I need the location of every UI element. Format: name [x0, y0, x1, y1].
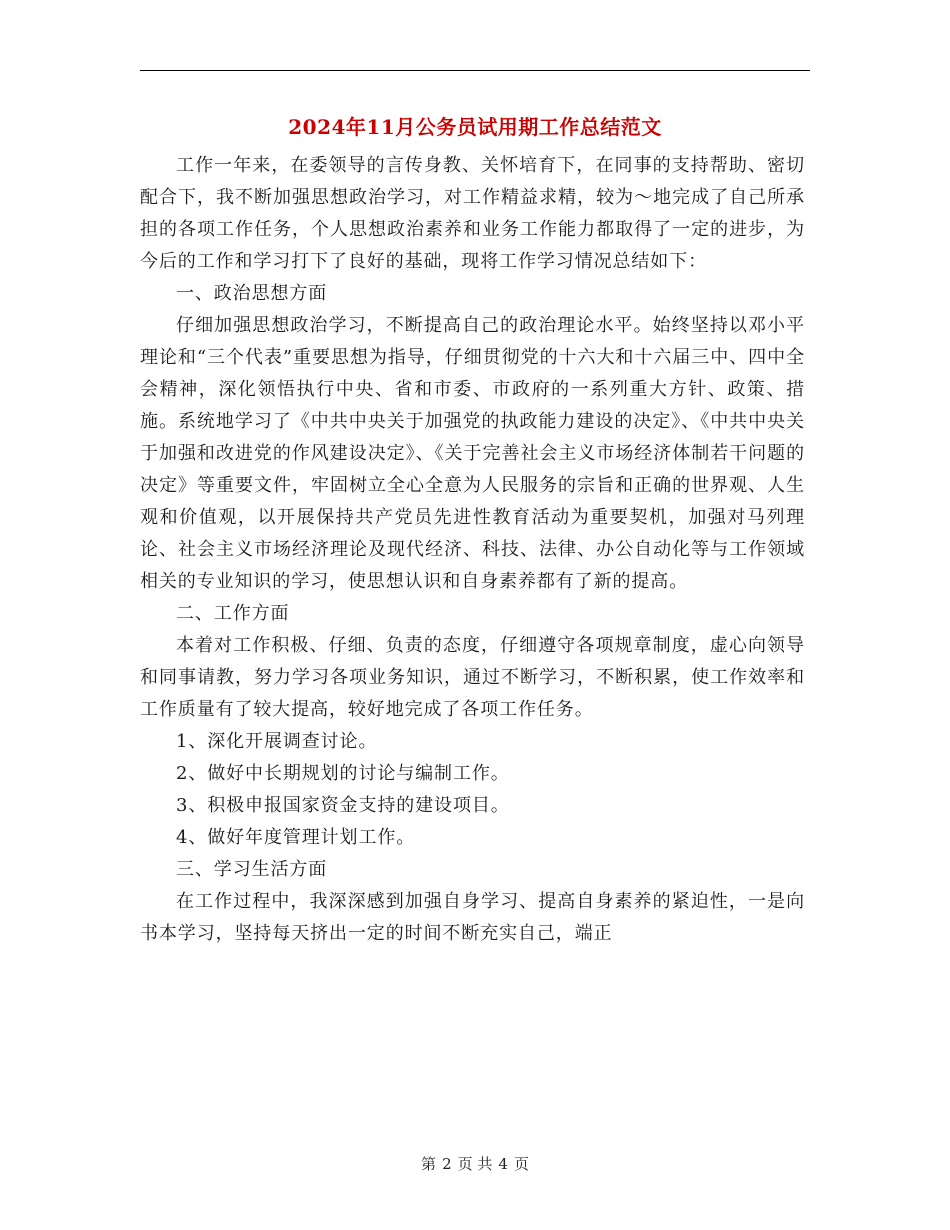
paragraph-political: 仔细加强思想政治学习，不断提高自己的政治理论水平。始终坚持以邓小平理论和“三个代表”重要思想为指导，仔细贯彻党的十六大和十六届三中、四中全会精神，深化领悟执行中央、省和市委、市政府的一系列重大方针、政策、措施。系统地学习了《中共中央关于加强党的执政能力建设的决定》、《中共中央关于加强和改进党的作风建设决定》、《关于完善社会主义市场经济体制若干问题的决定》等重要文件，牢固树立全心全意为人民服务的宗旨和正确的世界观、人生观和价值观，以开展保持共产党员先进性教育活动为重要契机，加强对马列理论、社会主义市场经济理论及现代经济、科技、法律、办公自动化等与工作领域相关的专业知识的学习，使思想认识和自身素养都有了新的提高。: [140, 315, 805, 592]
document-title: 2024年11月公务员试用期工作总结范文: [288, 115, 662, 139]
current-page-number: 2: [442, 1155, 452, 1173]
list-item: 4、做好年度管理计划工作。: [176, 827, 416, 848]
list-item: 1、深化开展调查讨论。: [176, 731, 378, 752]
section-heading-work: 二、工作方面: [176, 603, 290, 624]
section-heading-political: 一、政治思想方面: [176, 283, 328, 304]
total-page-count: 4: [498, 1155, 508, 1173]
paragraph-study: 在工作过程中，我深深感到加强自身学习、提高自身素养的紧迫性，一是向书本学习，坚持每天挤出一定的时间不断充实自己，端正: [140, 891, 805, 944]
header-rule: [140, 70, 810, 71]
list-item: 3、积极申报国家资金支持的建设项目。: [176, 795, 510, 816]
document-body: [140, 150, 805, 950]
paragraph-intro: 工作一年来，在委领导的言传身教、关怀培育下，在同事的支持帮助、密切配合下，我不断加强思想政治学习，对工作精益求精，较为～地完成了自己所承担的各项工作任务，个人思想政治素养和业务工作能力都取得了一定的进步，为今后的工作和学习打下了良好的基础，现将工作学习情况总结如下：: [140, 155, 805, 272]
list-item: 2、做好中长期规划的讨论与编制工作。: [176, 763, 510, 784]
footer-suffix: 页: [513, 1155, 529, 1173]
section-heading-study: 三、学习生活方面: [176, 859, 328, 880]
footer-prefix: 第: [421, 1155, 437, 1173]
page-footer: [0, 1153, 950, 1175]
footer-mid: 页 共: [457, 1155, 493, 1173]
paragraph-work: 本着对工作积极、仔细、负责的态度，仔细遵守各项规章制度，虚心向领导和同事请教，努力学习各项业务知识，通过不断学习，不断积累，使工作效率和工作质量有了较大提高，较好地完成了各项工作任务。: [140, 635, 805, 720]
